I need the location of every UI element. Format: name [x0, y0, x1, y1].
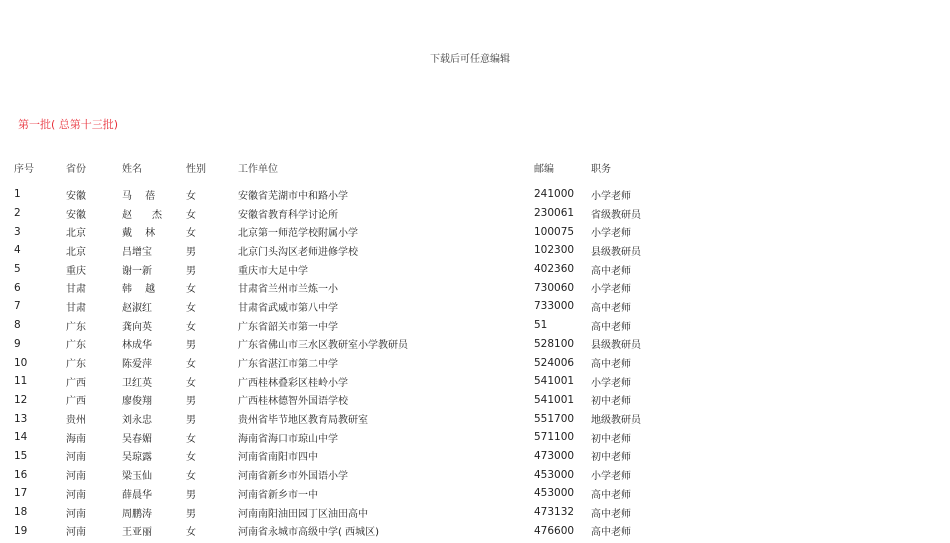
cell-province: 北京: [66, 228, 86, 240]
roster-table: [8, 156, 667, 540]
cell-gender: 女: [186, 321, 196, 333]
cell-role: 高中老师: [591, 265, 631, 277]
cell-gender: 男: [186, 265, 196, 277]
cell-no: 10: [14, 356, 28, 369]
cell-no: 2: [14, 207, 21, 220]
table-row: [8, 316, 667, 335]
header-note: 下载后可任意编辑: [430, 54, 510, 65]
cell-name: 吴春媚: [122, 433, 152, 445]
col-header-province: 省份: [66, 163, 86, 175]
cell-zip: 51: [534, 319, 548, 332]
cell-name: 卫红英: [122, 377, 152, 389]
cell-role: 初中老师: [591, 433, 631, 445]
cell-role: 高中老师: [591, 508, 631, 520]
batch-title: 第一批( 总第十三批): [18, 118, 119, 131]
cell-role: 高中老师: [591, 321, 631, 333]
cell-zip: 541001: [534, 393, 575, 406]
cell-gender: 女: [186, 302, 196, 314]
table-row: [8, 353, 667, 372]
cell-province: 河南: [66, 508, 86, 520]
cell-role: 小学老师: [591, 284, 631, 296]
col-header-zip: 邮编: [534, 163, 554, 175]
cell-name: 赵 杰: [122, 209, 162, 221]
cell-no: 1: [14, 188, 21, 201]
cell-province: 重庆: [66, 265, 86, 277]
cell-unit: 河南南阳油田园丁区油田高中: [238, 508, 368, 520]
cell-role: 县级教研员: [591, 246, 641, 258]
cell-province: 安徽: [66, 190, 86, 202]
cell-no: 18: [14, 506, 28, 519]
cell-province: 河南: [66, 452, 86, 464]
cell-unit: 安徽省芜湖市中和路小学: [238, 190, 348, 202]
table-row: [8, 372, 667, 391]
cell-gender: 男: [186, 396, 196, 408]
cell-name: 周鹏涛: [122, 508, 152, 520]
cell-no: 6: [14, 281, 21, 294]
cell-zip: 733000: [534, 300, 575, 313]
cell-province: 河南: [66, 527, 86, 539]
table-row: [8, 335, 667, 354]
cell-gender: 男: [186, 246, 196, 258]
cell-gender: 女: [186, 228, 196, 240]
cell-role: 小学老师: [591, 190, 631, 202]
cell-role: 小学老师: [591, 228, 631, 240]
cell-province: 贵州: [66, 415, 86, 427]
cell-no: 7: [14, 300, 21, 313]
cell-role: 小学老师: [591, 471, 631, 483]
cell-no: 16: [14, 468, 28, 481]
cell-name: 谢一新: [122, 265, 152, 277]
cell-gender: 女: [186, 190, 196, 202]
cell-province: 河南: [66, 489, 86, 501]
cell-unit: 重庆市大足中学: [238, 265, 308, 277]
table-row: [8, 297, 667, 316]
header-row: [8, 156, 667, 178]
table-row: [8, 260, 667, 279]
table-row: [8, 391, 667, 410]
cell-no: 15: [14, 449, 28, 462]
cell-role: 小学老师: [591, 377, 631, 389]
cell-unit: 河南省永城市高级中学( 西城区): [238, 527, 379, 539]
cell-name: 梁玉仙: [122, 471, 152, 483]
cell-name: 刘永忠: [122, 415, 152, 427]
cell-province: 北京: [66, 246, 86, 258]
cell-no: 12: [14, 393, 28, 406]
table-row: [8, 241, 667, 260]
cell-gender: 女: [186, 377, 196, 389]
cell-role: 高中老师: [591, 527, 631, 539]
cell-zip: 453000: [534, 487, 575, 500]
cell-unit: 广东省佛山市三水区教研室小学教研员: [238, 340, 408, 352]
cell-province: 甘肃: [66, 284, 86, 296]
table-row: [8, 521, 667, 540]
cell-name: 龚向英: [122, 321, 152, 333]
cell-unit: 广西桂林叠彩区桂岭小学: [238, 377, 348, 389]
table-row: [8, 503, 667, 522]
cell-province: 广西: [66, 396, 86, 408]
cell-zip: 102300: [534, 244, 575, 257]
cell-role: 地级教研员: [591, 415, 641, 427]
cell-gender: 女: [186, 359, 196, 371]
cell-zip: 100075: [534, 225, 575, 238]
cell-role: 高中老师: [591, 302, 631, 314]
cell-gender: 男: [186, 340, 196, 352]
cell-zip: 402360: [534, 263, 575, 276]
cell-no: 13: [14, 412, 28, 425]
cell-name: 马 蓓: [122, 190, 156, 202]
cell-no: 9: [14, 337, 21, 350]
cell-province: 广东: [66, 340, 86, 352]
cell-province: 安徽: [66, 209, 86, 221]
cell-unit: 河南省新乡市一中: [238, 489, 318, 501]
cell-zip: 541001: [534, 375, 575, 388]
cell-unit: 北京门头沟区老师进修学校: [238, 246, 358, 258]
cell-province: 广东: [66, 359, 86, 371]
cell-unit: 甘肃省兰州市兰炼一小: [238, 284, 338, 296]
cell-gender: 女: [186, 433, 196, 445]
cell-unit: 安徽省教育科学讨论所: [238, 209, 338, 221]
cell-no: 19: [14, 524, 28, 537]
cell-gender: 男: [186, 508, 196, 520]
cell-zip: 528100: [534, 337, 575, 350]
cell-gender: 女: [186, 452, 196, 464]
cell-name: 陈爱萍: [122, 359, 152, 371]
spacer-cell: [8, 178, 667, 185]
cell-zip: 551700: [534, 412, 575, 425]
table-row: [8, 278, 667, 297]
cell-unit: 海南省海口市琼山中学: [238, 433, 338, 445]
cell-role: 县级教研员: [591, 340, 641, 352]
cell-name: 林成华: [122, 340, 152, 352]
cell-province: 河南: [66, 471, 86, 483]
cell-unit: 北京第一师范学校附属小学: [238, 228, 358, 240]
table-row: [8, 204, 667, 223]
cell-no: 5: [14, 263, 21, 276]
cell-no: 11: [14, 375, 28, 388]
cell-gender: 女: [186, 284, 196, 296]
cell-no: 14: [14, 431, 28, 444]
cell-name: 吕增宝: [122, 246, 152, 258]
cell-name: 廖俊翔: [122, 396, 152, 408]
cell-no: 3: [14, 225, 21, 238]
cell-name: 戴 林: [122, 228, 156, 240]
cell-unit: 广东省韶关市第一中学: [238, 321, 338, 333]
table-row: [8, 447, 667, 466]
cell-name: 吴琼露: [122, 452, 152, 464]
cell-unit: 广西桂林德智外国语学校: [238, 396, 348, 408]
cell-no: 4: [14, 244, 21, 257]
table-row: [8, 409, 667, 428]
cell-role: 初中老师: [591, 452, 631, 464]
header-spacer: [8, 178, 667, 185]
table-row: [8, 185, 667, 204]
cell-gender: 女: [186, 471, 196, 483]
cell-unit: 广东省湛江市第二中学: [238, 359, 338, 371]
table-row: [8, 222, 667, 241]
col-header-gender: 性别: [186, 163, 206, 175]
cell-name: 薛晨华: [122, 489, 152, 501]
cell-name: 王亚丽: [122, 527, 152, 539]
cell-zip: 524006: [534, 356, 575, 369]
cell-unit: 河南省南阳市四中: [238, 452, 318, 464]
cell-no: 8: [14, 319, 21, 332]
col-header-unit: 工作单位: [238, 163, 278, 175]
table-row: [8, 484, 667, 503]
table-row: [8, 465, 667, 484]
cell-province: 海南: [66, 433, 86, 445]
cell-zip: 473000: [534, 449, 575, 462]
cell-unit: 贵州省毕节地区教育局教研室: [238, 415, 368, 427]
cell-zip: 476600: [534, 524, 575, 537]
cell-gender: 女: [186, 209, 196, 221]
cell-unit: 甘肃省武威市第八中学: [238, 302, 338, 314]
cell-gender: 男: [186, 489, 196, 501]
cell-name: 韩 越: [122, 284, 156, 296]
cell-zip: 230061: [534, 207, 575, 220]
cell-role: 初中老师: [591, 396, 631, 408]
cell-province: 广西: [66, 377, 86, 389]
cell-gender: 女: [186, 527, 196, 539]
cell-role: 高中老师: [591, 489, 631, 501]
cell-zip: 473132: [534, 506, 575, 519]
col-header-no: 序号: [14, 163, 34, 175]
cell-unit: 河南省新乡市外国语小学: [238, 471, 348, 483]
col-header-role: 职务: [591, 163, 611, 175]
table-header: [8, 156, 667, 185]
cell-zip: 730060: [534, 281, 575, 294]
cell-gender: 男: [186, 415, 196, 427]
cell-zip: 571100: [534, 431, 575, 444]
cell-role: 高中老师: [591, 359, 631, 371]
col-header-name: 姓名: [122, 163, 142, 175]
cell-name: 赵淑红: [122, 302, 152, 314]
cell-no: 17: [14, 487, 28, 500]
cell-zip: 453000: [534, 468, 575, 481]
table-body: [8, 185, 667, 540]
cell-zip: 241000: [534, 188, 575, 201]
cell-province: 甘肃: [66, 302, 86, 314]
cell-role: 省级教研员: [591, 209, 641, 221]
table-row: [8, 428, 667, 447]
cell-province: 广东: [66, 321, 86, 333]
